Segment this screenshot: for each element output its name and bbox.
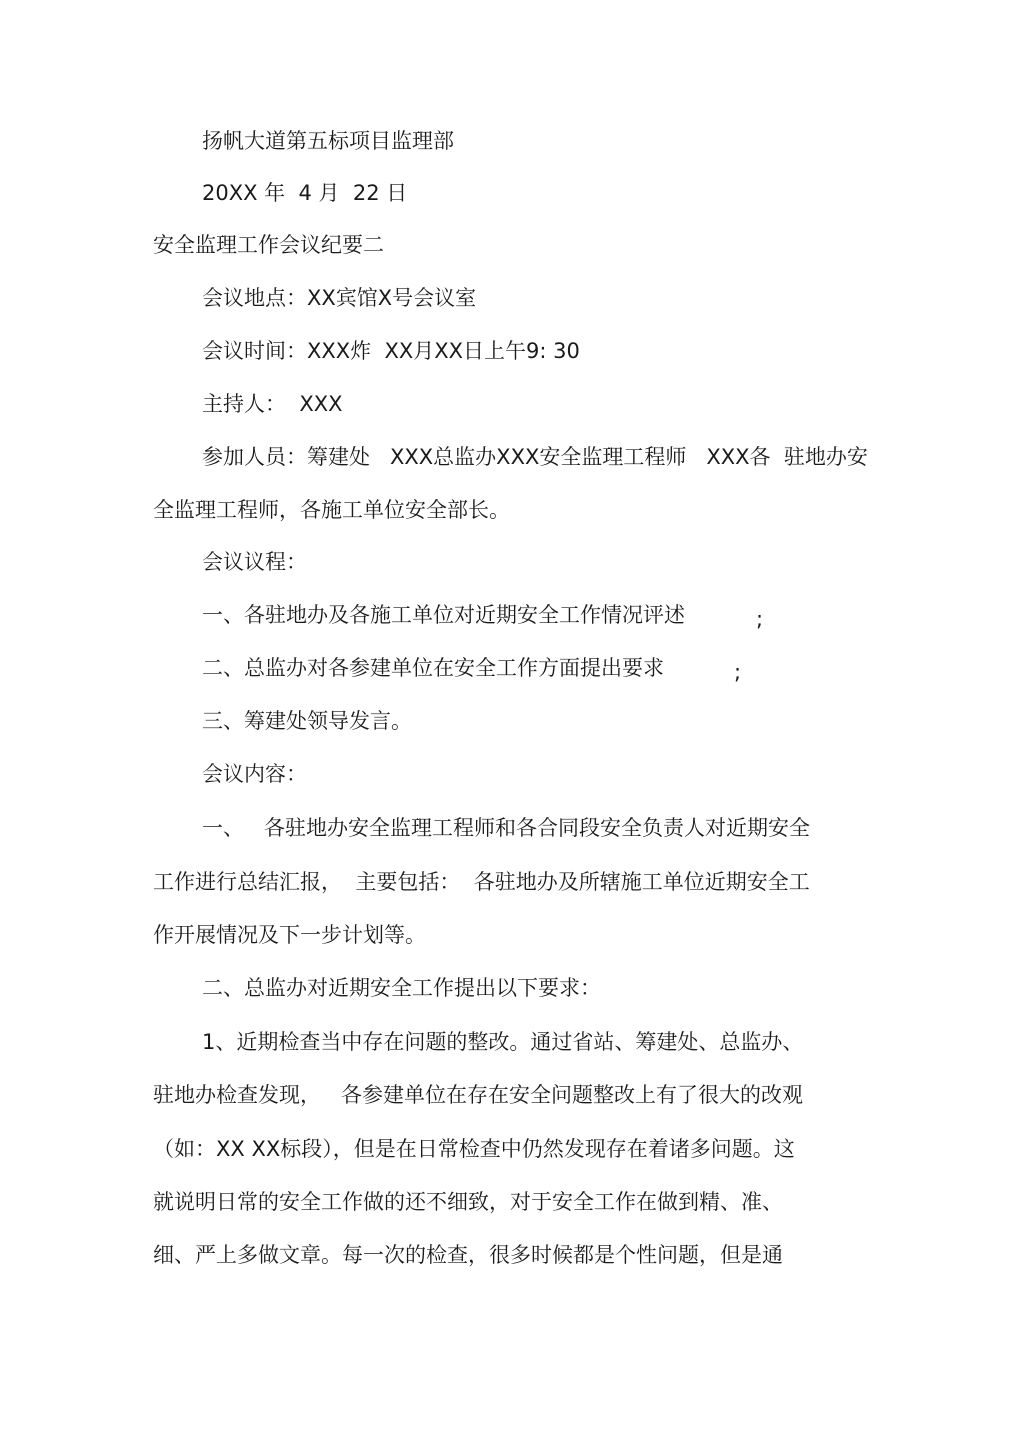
agenda-heading: 会议议程： — [202, 550, 307, 574]
attendees-line-1: 参加人员：筹建处 XXX总监办XXX安全监理工程师 XXX各 驻地办安 — [202, 445, 868, 469]
org-name: 扬帆大道第五标项目监理部 — [202, 129, 454, 153]
content-paragraph-1-line-3: 作开展情况及下一步计划等。 — [153, 923, 426, 947]
attendees-line-2: 全监理工程师，各施工单位安全部长。 — [153, 498, 510, 522]
agenda-item-3: 三、筹建处领导发言。 — [202, 709, 412, 733]
meeting-time: 会议时间：XXX炸 XX月XX日上午9: 30 — [202, 339, 580, 363]
content-paragraph-1-line-1: 一、 各驻地办安全监理工程师和各合同段安全负责人对近期安全 — [202, 816, 811, 840]
content-item-1-line-2: 驻地办检查发现， 各参建单位在存在安全问题整改上有了很大的改观 — [153, 1083, 804, 1107]
meeting-location: 会议地点：XX宾馆X号会议室 — [202, 286, 477, 310]
agenda-item-2: 二、总监办对各参建单位在安全工作方面提出要求 — [202, 656, 664, 680]
document-date: 20XX 年 4 月 22 日 — [202, 181, 408, 205]
content-item-1-line-4: 就说明日常的安全工作做的还不细致，对于安全工作在做到精、准、 — [153, 1190, 783, 1214]
content-item-1-line-5: 细、严上多做文章。每一次的检查，很多时候都是个性问题，但是通 — [153, 1243, 783, 1267]
content-heading: 会议内容： — [202, 762, 307, 786]
content-item-1-line-1: 1、近期检查当中存在问题的整改。通过省站、筹建处、总监办、 — [202, 1030, 804, 1054]
agenda-item-1: 一、各驻地办及各施工单位对近期安全工作情况评述 — [202, 603, 685, 627]
content-paragraph-1-line-2: 工作进行总结汇报， 主要包括： 各驻地办及所辖施工单位近期安全工 — [153, 870, 810, 894]
content-paragraph-2-heading: 二、总监办对近期安全工作提出以下要求： — [202, 976, 601, 1000]
content-item-1-line-3: （如：XX XX标段），但是在日常检查中仍然发现存在着诸多问题。这 — [153, 1137, 795, 1161]
meeting-host: 主持人： XXX — [202, 392, 343, 416]
agenda-item-2-semicolon: ; — [734, 660, 742, 684]
agenda-item-1-semicolon: ; — [756, 607, 764, 631]
document-title: 安全监理工作会议纪要二 — [153, 233, 384, 257]
